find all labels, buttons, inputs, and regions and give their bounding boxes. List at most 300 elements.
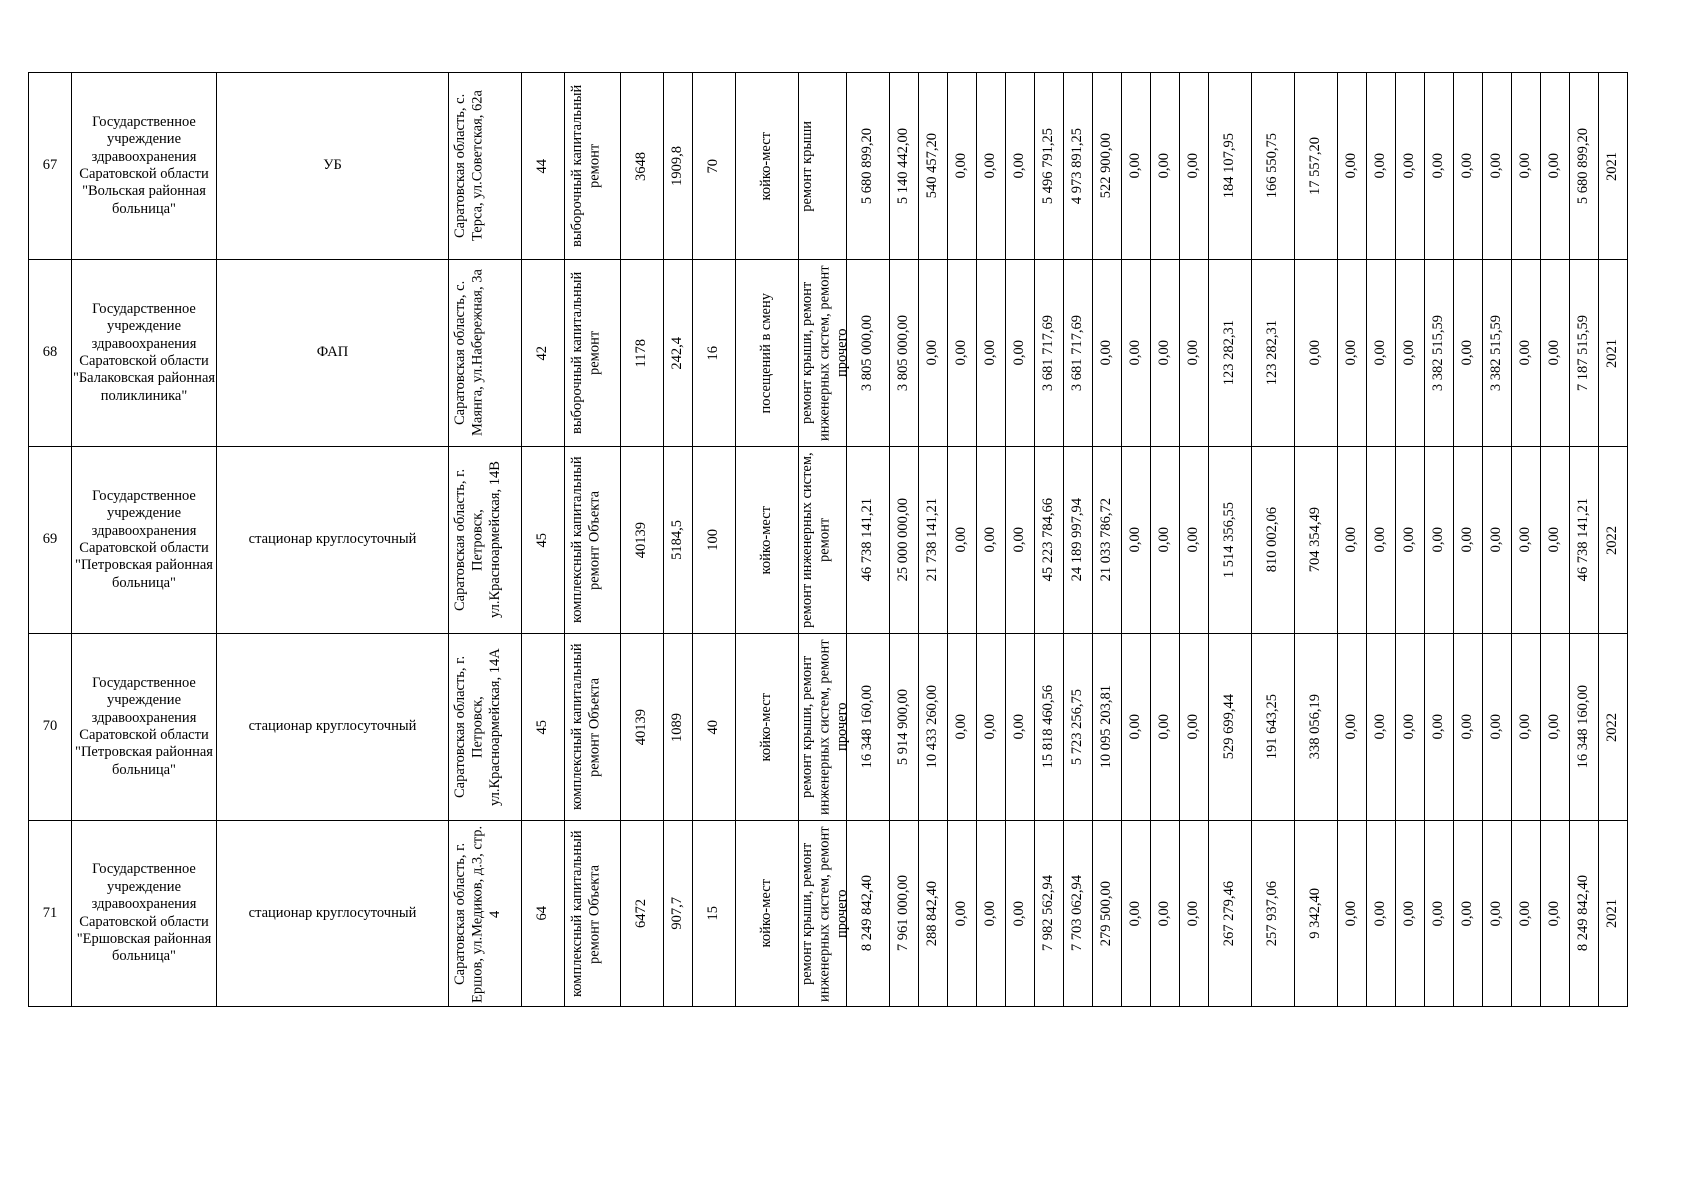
amount-value: 0,00 [1343, 527, 1360, 553]
amount-cell [1454, 447, 1483, 634]
address-cell [449, 73, 522, 260]
row-number-cell [29, 447, 72, 634]
amount-cell [1541, 260, 1570, 447]
year-cell [1599, 73, 1628, 260]
amount-value: 191 643,25 [1264, 694, 1281, 760]
amount-value: 0,00 [1459, 714, 1476, 740]
capacity: 15 [705, 906, 722, 921]
table-row [29, 447, 1628, 634]
amount-value: 0,00 [1430, 527, 1447, 553]
amount-cell [1570, 73, 1599, 260]
amount-value: 0,00 [1185, 900, 1202, 927]
amount-value: 0,00 [1517, 153, 1534, 179]
address: Саратовская область, г. Ершов, ул.Медиков, д.3, стр. 4 [452, 824, 503, 1003]
amount-value: 0,00 [982, 900, 999, 927]
amount-value: 7 703 062,94 [1069, 875, 1086, 952]
amount-value: 540 457,20 [924, 133, 941, 199]
amount-cell [1035, 447, 1064, 634]
amount-cell [948, 73, 977, 260]
amount-cell [948, 634, 977, 821]
amount-cell [1570, 447, 1599, 634]
amount-value: 7 982 562,94 [1040, 875, 1057, 952]
amount-cell [1252, 634, 1295, 821]
amount-value: 0,00 [1127, 900, 1144, 927]
amount-value: 0,00 [953, 900, 970, 927]
institution-name: Государственное учреждение здравоохранения Саратовской области "Вольская районная больница" [79, 113, 209, 217]
amount-value: 0,00 [982, 714, 999, 740]
amount-cell [1180, 73, 1209, 260]
amount-cell [919, 634, 948, 821]
amount-value: 3 681 717,69 [1040, 314, 1057, 392]
amount-value: 810 002,06 [1264, 507, 1281, 573]
amount-cell [977, 821, 1006, 1007]
capacity-cell [693, 73, 736, 260]
amount-value: 0,00 [1156, 900, 1173, 927]
amount-value: 0,00 [1459, 900, 1476, 927]
amount-cell [1122, 73, 1151, 260]
amount-cell [1180, 634, 1209, 821]
amount-value: 15 818 460,56 [1040, 685, 1057, 769]
amount-value: 0,00 [1430, 714, 1447, 740]
amount-cell [1209, 447, 1252, 634]
code: 45 [534, 719, 551, 735]
capital-repair-table [28, 72, 1628, 1007]
amount-cell [890, 447, 919, 634]
amount-value: 0,00 [1343, 714, 1360, 740]
amount-cell [1295, 821, 1338, 1007]
amount-cell [948, 821, 977, 1007]
completion-year: 2021 [1604, 899, 1621, 928]
row-number: 69 [42, 531, 58, 548]
amount-cell [1064, 73, 1093, 260]
amount-value: 0,00 [1459, 527, 1476, 553]
amount-cell [1035, 260, 1064, 447]
work-content: ремонт крыши, ремонт инженерных систем, ремонт прочего [799, 639, 850, 815]
amount-value: 0,00 [1546, 714, 1563, 740]
amount-value: 0,00 [1546, 900, 1563, 927]
amount-value: 46 738 141,21 [859, 498, 876, 582]
capacity: 100 [705, 529, 722, 551]
area-cell [664, 634, 693, 821]
amount-value: 0,00 [1156, 714, 1173, 740]
amount-cell [890, 634, 919, 821]
amount-cell [1122, 821, 1151, 1007]
amount-cell [1483, 821, 1512, 1007]
amount-value: 184 107,95 [1221, 133, 1238, 199]
amount-cell [1512, 634, 1541, 821]
capacity-unit: койко-мест [758, 879, 775, 948]
amount-cell [919, 447, 948, 634]
amount-value: 21 738 141,21 [924, 498, 941, 582]
amount-value: 46 738 141,21 [1575, 498, 1592, 582]
area: 907,7 [669, 897, 686, 930]
amount-cell [977, 447, 1006, 634]
capacity-cell [693, 447, 736, 634]
amount-value: 24 189 997,94 [1069, 498, 1086, 582]
amount-value: 0,00 [953, 527, 970, 553]
amount-cell [1064, 447, 1093, 634]
table-row [29, 634, 1628, 821]
amount-cell [1209, 73, 1252, 260]
amount-value: 3 382 515,59 [1488, 314, 1505, 392]
amount-cell [1035, 821, 1064, 1007]
amount-value: 288 842,40 [924, 880, 941, 947]
amount-cell [1512, 260, 1541, 447]
amount-value: 0,00 [1127, 340, 1144, 366]
facility-type-cell [217, 634, 449, 821]
capacity-cell [693, 260, 736, 447]
amount-cell [1367, 821, 1396, 1007]
institution-cell [72, 447, 217, 634]
code-cell [522, 634, 565, 821]
amount-cell [1570, 634, 1599, 821]
amount-cell [1122, 260, 1151, 447]
completion-year: 2021 [1604, 338, 1621, 368]
amount-value: 257 937,06 [1264, 880, 1281, 947]
facility-type: УБ [323, 157, 342, 174]
year-built-cell [621, 73, 664, 260]
amount-value: 704 354,49 [1307, 507, 1324, 573]
amount-value: 9 342,40 [1307, 888, 1324, 939]
amount-cell [1396, 634, 1425, 821]
amount-value: 0,00 [1517, 340, 1534, 366]
amount-cell [1093, 73, 1122, 260]
address: Саратовская область, г. Петровск, ул.Красноармейская, 14В [452, 461, 503, 619]
amount-value: 5 496 791,25 [1040, 127, 1057, 205]
amount-value: 0,00 [1011, 153, 1028, 179]
work-kind: комплексный капитальный ремонт Объекта [568, 456, 602, 624]
amount-value: 16 348 160,00 [1575, 685, 1592, 769]
code: 45 [534, 532, 551, 548]
amount-cell [1425, 73, 1454, 260]
address: Саратовская область, г. Петровск, ул.Красноармейская, 14А [452, 648, 503, 806]
address-cell [449, 634, 522, 821]
institution-name: Государственное учреждение здравоохранения Саратовской области "Петровская районная больница" [75, 674, 213, 778]
institution-name: Государственное учреждение здравоохранения Саратовской области "Ершовская районная больница" [76, 861, 212, 965]
amount-cell [1338, 634, 1367, 821]
amount-value: 0,00 [982, 340, 999, 366]
row-number: 71 [42, 904, 58, 921]
amount-value: 529 699,44 [1221, 694, 1238, 760]
year-built: 40139 [633, 521, 650, 559]
amount-value: 5 680 899,20 [1575, 127, 1592, 205]
capacity-cell [693, 821, 736, 1007]
capacity-unit-cell [736, 447, 799, 634]
amount-cell [890, 260, 919, 447]
amount-cell [1541, 634, 1570, 821]
amount-cell [1151, 447, 1180, 634]
amount-value: 0,00 [1185, 714, 1202, 740]
amount-cell [1064, 260, 1093, 447]
amount-value: 0,00 [1488, 714, 1505, 740]
amount-cell [1541, 73, 1570, 260]
amount-cell [1483, 260, 1512, 447]
amount-cell [1295, 447, 1338, 634]
amount-cell [1093, 447, 1122, 634]
amount-value: 0,00 [953, 340, 970, 366]
facility-type: стационар круглосуточный [248, 531, 417, 548]
amount-cell [1295, 634, 1338, 821]
amount-cell [1454, 260, 1483, 447]
amount-value: 45 223 784,66 [1040, 498, 1057, 582]
capacity-unit: койко-мест [758, 505, 775, 575]
year-built: 3648 [633, 151, 650, 181]
row-number-cell [29, 260, 72, 447]
amount-cell [1295, 73, 1338, 260]
year-built-cell [621, 821, 664, 1007]
amount-value: 5 723 256,75 [1069, 688, 1086, 766]
amount-value: 0,00 [1372, 527, 1389, 553]
amount-cell [1064, 821, 1093, 1007]
amount-value: 522 900,00 [1098, 133, 1115, 199]
year-built-cell [621, 260, 664, 447]
year-cell [1599, 821, 1628, 1007]
amount-value: 0,00 [1401, 527, 1418, 553]
code: 44 [534, 158, 551, 174]
facility-type: ФАП [316, 344, 349, 361]
amount-cell [1367, 73, 1396, 260]
amount-value: 166 550,75 [1264, 133, 1281, 199]
amount-value: 21 033 786,72 [1098, 498, 1115, 582]
year-built: 1178 [633, 338, 650, 368]
table-row [29, 73, 1628, 260]
work-kind: комплексный капитальный ремонт Объекта [568, 643, 602, 811]
area: 1909,8 [669, 146, 686, 186]
amount-value: 0,00 [1127, 714, 1144, 740]
work-kind-cell [565, 447, 621, 634]
capacity-cell [693, 634, 736, 821]
amount-cell [1035, 73, 1064, 260]
amount-cell [1396, 73, 1425, 260]
amount-value: 0,00 [982, 527, 999, 553]
amount-cell [1483, 447, 1512, 634]
amount-cell [1006, 73, 1035, 260]
address-cell [449, 260, 522, 447]
institution-cell [72, 73, 217, 260]
amount-value: 0,00 [1127, 527, 1144, 553]
amount-value: 267 279,46 [1221, 880, 1238, 947]
amount-cell [1396, 447, 1425, 634]
amount-value: 3 382 515,59 [1430, 314, 1447, 392]
amount-value: 338 056,19 [1307, 694, 1324, 760]
amount-cell [1180, 821, 1209, 1007]
amount-value: 5 914 900,00 [895, 688, 912, 766]
amount-cell [1006, 821, 1035, 1007]
year-built-cell [621, 447, 664, 634]
amount-value: 0,00 [1517, 714, 1534, 740]
work-content: ремонт крыши, ремонт инженерных систем, ремонт прочего [799, 265, 850, 441]
amount-value: 0,00 [1185, 340, 1202, 366]
amount-value: 123 282,31 [1221, 320, 1238, 386]
amount-value: 0,00 [1372, 714, 1389, 740]
work-kind: выборочный капитальный ремонт [568, 271, 602, 435]
amount-value: 0,00 [1546, 340, 1563, 366]
work-content-cell [799, 260, 850, 447]
year-built-cell [621, 634, 664, 821]
amount-cell [1338, 73, 1367, 260]
amount-cell [977, 260, 1006, 447]
amount-value: 0,00 [1488, 527, 1505, 553]
amount-value: 0,00 [1156, 527, 1173, 553]
amount-cell [1006, 260, 1035, 447]
amount-cell [1122, 634, 1151, 821]
amount-cell [1295, 260, 1338, 447]
amount-cell [1035, 634, 1064, 821]
year-cell [1599, 634, 1628, 821]
capacity: 40 [705, 719, 722, 735]
amount-cell [1454, 821, 1483, 1007]
work-content-cell [799, 447, 847, 634]
amount-value: 0,00 [1459, 153, 1476, 179]
work-kind-cell [565, 260, 621, 447]
amount-value: 10 433 260,00 [924, 685, 941, 769]
table-row [29, 260, 1628, 447]
amount-value: 3 805 000,00 [859, 314, 876, 392]
capacity-unit-cell [736, 821, 799, 1007]
work-kind-cell [565, 634, 621, 821]
amount-cell [1367, 447, 1396, 634]
institution-cell [72, 634, 217, 821]
amount-value: 0,00 [1156, 153, 1173, 179]
work-content: ремонт крыши, ремонт инженерных систем, ремонт прочего [799, 825, 850, 1002]
amount-cell [1367, 634, 1396, 821]
amount-cell [1006, 447, 1035, 634]
amount-value: 16 348 160,00 [859, 685, 876, 769]
amount-value: 0,00 [924, 340, 941, 366]
amount-value: 0,00 [1185, 153, 1202, 179]
amount-cell [1151, 821, 1180, 1007]
amount-value: 0,00 [953, 714, 970, 740]
amount-cell [1512, 447, 1541, 634]
work-kind-cell [565, 73, 621, 260]
amount-cell [1151, 260, 1180, 447]
amount-value: 0,00 [1011, 900, 1028, 927]
facility-type: стационар круглосуточный [248, 904, 417, 921]
amount-cell [1338, 260, 1367, 447]
completion-year: 2022 [1604, 712, 1621, 742]
capacity-unit: посещений в смену [758, 292, 775, 414]
row-number: 67 [42, 157, 58, 174]
amount-cell [890, 73, 919, 260]
amount-value: 0,00 [1401, 340, 1418, 366]
capacity: 16 [705, 345, 722, 361]
address-cell [449, 821, 522, 1007]
amount-cell [948, 447, 977, 634]
amount-cell [1093, 821, 1122, 1007]
amount-value: 0,00 [1307, 340, 1324, 366]
institution-cell [72, 260, 217, 447]
amount-value: 17 557,20 [1307, 137, 1324, 195]
institution-name: Государственное учреждение здравоохранения Саратовской области "Петровская районная больница" [75, 487, 213, 591]
amount-cell [977, 73, 1006, 260]
amount-value: 0,00 [1185, 527, 1202, 553]
amount-cell [919, 821, 948, 1007]
amount-cell [1367, 260, 1396, 447]
amount-cell [1338, 447, 1367, 634]
amount-value: 10 095 203,81 [1098, 685, 1115, 769]
facility-type-cell [217, 73, 449, 260]
area-cell [664, 821, 693, 1007]
amount-value: 279 500,00 [1098, 880, 1115, 947]
amount-value: 8 249 842,40 [859, 875, 876, 952]
code-cell [522, 821, 565, 1007]
facility-type-cell [217, 260, 449, 447]
facility-type: стационар круглосуточный [248, 718, 417, 735]
amount-cell [1425, 634, 1454, 821]
amount-value: 8 249 842,40 [1575, 875, 1592, 952]
capacity-unit: койко-мест [758, 692, 775, 762]
year-cell [1599, 447, 1628, 634]
area: 1089 [669, 712, 686, 742]
row-number-cell [29, 821, 72, 1007]
amount-cell [1252, 260, 1295, 447]
amount-value: 0,00 [1488, 900, 1505, 927]
amount-cell [1180, 260, 1209, 447]
facility-type-cell [217, 447, 449, 634]
amount-value: 3 681 717,69 [1069, 314, 1086, 392]
amount-cell [1454, 634, 1483, 821]
amount-value: 0,00 [1372, 340, 1389, 366]
amount-value: 0,00 [1372, 900, 1389, 927]
amount-cell [1252, 447, 1295, 634]
amount-value: 0,00 [1488, 153, 1505, 179]
work-kind: комплексный капитальный ремонт Объекта [568, 830, 602, 997]
address: Саратовская область, с. Терса, ул.Советская, 62а [452, 90, 486, 242]
amount-value: 1 514 356,55 [1221, 501, 1238, 579]
work-content-cell [799, 73, 847, 260]
amount-value: 0,00 [1401, 900, 1418, 927]
area: 242,4 [669, 336, 686, 370]
capacity-unit: койко-мест [758, 131, 775, 201]
code-cell [522, 73, 565, 260]
amount-value: 0,00 [1098, 340, 1115, 366]
amount-cell [1209, 821, 1252, 1007]
capacity-unit-cell [736, 634, 799, 821]
facility-type-cell [217, 821, 449, 1007]
amount-value: 0,00 [982, 153, 999, 179]
amount-cell [1209, 634, 1252, 821]
amount-value: 0,00 [1401, 714, 1418, 740]
amount-value: 0,00 [1011, 340, 1028, 366]
year-built: 40139 [633, 708, 650, 746]
amount-value: 0,00 [1459, 340, 1476, 366]
code-cell [522, 447, 565, 634]
amount-cell [1093, 260, 1122, 447]
capacity-unit-cell [736, 73, 799, 260]
amount-value: 0,00 [1343, 900, 1360, 927]
institution-cell [72, 821, 217, 1007]
amount-value: 0,00 [1546, 153, 1563, 179]
amount-cell [1093, 634, 1122, 821]
amount-value: 0,00 [1127, 153, 1144, 179]
amount-cell [1209, 260, 1252, 447]
amount-cell [919, 260, 948, 447]
amount-value: 0,00 [1343, 153, 1360, 179]
amount-cell [1151, 73, 1180, 260]
amount-value: 5 140 442,00 [895, 127, 912, 205]
amount-cell [1338, 821, 1367, 1007]
amount-value: 5 680 899,20 [859, 127, 876, 205]
amount-cell [977, 634, 1006, 821]
amount-cell [1122, 447, 1151, 634]
table-row [29, 821, 1628, 1007]
amount-value: 4 973 891,25 [1069, 127, 1086, 205]
amount-cell [1570, 260, 1599, 447]
amount-cell [1570, 821, 1599, 1007]
row-number-cell [29, 73, 72, 260]
code: 42 [534, 345, 551, 361]
row-number-cell [29, 634, 72, 821]
